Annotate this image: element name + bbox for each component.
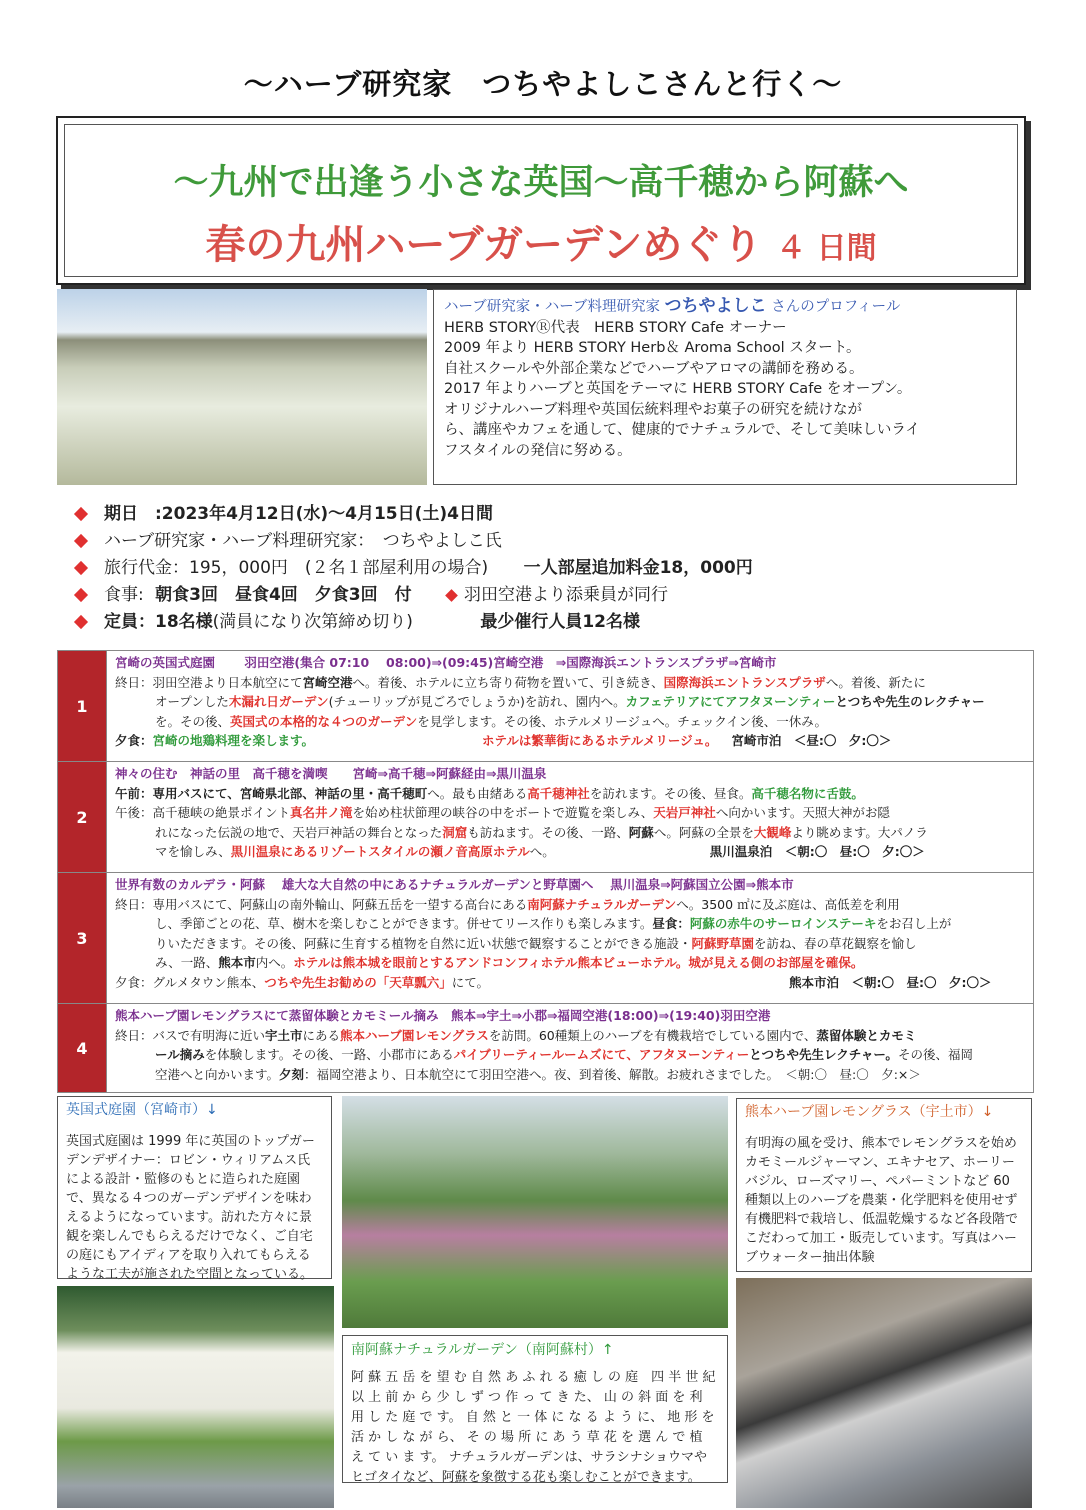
profile-line: 2017 年よりハーブと英国をテーマに HERB STORY Cafe をオープン。 — [444, 381, 912, 397]
info-capacity-row — [72, 609, 753, 636]
day-number: 1 — [58, 651, 107, 762]
highlight: つちや先生お勧めの「天草瓢六」 — [264, 974, 452, 990]
text: にある — [302, 1027, 341, 1043]
info-price-row — [72, 555, 753, 582]
text: 終日：専用バスにて、阿蘇山の南外輪山、阿蘇五岳を一望する高台にある — [115, 896, 528, 912]
day-text-line — [115, 1026, 1027, 1046]
highlight: 高千穂神社 — [527, 785, 590, 801]
text: ：福岡空港より、日本航空にて羽田空港へ。夜、到着後、解散。お疲れさまでした。 ＜朝:〇 昼:〇 夕:×＞ — [304, 1066, 921, 1082]
text: 夕刻 — [279, 1066, 305, 1082]
text: 熊本市泊 ＜朝:〇 昼:〇 夕:〇＞ — [789, 974, 992, 990]
text: へ。着後、ホテルに立ち寄り荷物を置いて、引き続き、 — [352, 674, 664, 690]
highlight: 大観峰 — [753, 824, 792, 840]
title-subtitle: 〜九州で出逢う小さな英国〜高千穂から阿蘇へ — [173, 163, 909, 203]
diamond-bullet-icon — [74, 615, 88, 629]
highlight: 阿蘇の赤牛のサーロインステーキ — [689, 916, 877, 931]
text: み、一路、 — [155, 955, 219, 970]
highlight: 阿蘇野草園 — [691, 935, 755, 951]
day-heading: 世界有数のカルデラ・阿蘇 雄大な大自然の中にあるナチュラルガーデンと野草園へ 黒川温泉⇒阿蘇国立公園⇒熊本市 — [115, 877, 794, 892]
text: より眺めます。大パノラ — [791, 824, 928, 840]
profile-heading — [444, 296, 1006, 318]
text: を見学します。その後、ホテルメリージュへ。チェックイン後、一休み。 — [417, 713, 828, 729]
text: へ。 — [529, 844, 555, 859]
highlight: ホテルは繁華街にあるホテルメリージュ。 — [482, 733, 718, 748]
info-meals-label: 食事: — [104, 585, 144, 605]
text: 宮崎市泊 ＜昼:〇 夕:〇＞ — [731, 733, 892, 748]
day-text-line — [115, 692, 1027, 712]
text: オープンした — [155, 694, 229, 709]
text: へ。3500 ㎡に及ぶ庭は、高低差を利用 — [676, 896, 900, 912]
highlight: 天岩戸神社 — [653, 805, 716, 820]
itinerary-day-row — [58, 651, 1034, 762]
profile-name-suffix: さんのプロフィール — [771, 299, 901, 315]
diamond-bullet-icon — [74, 588, 88, 602]
day-body — [107, 1004, 1034, 1093]
day-text-line — [115, 934, 1027, 954]
day-text-line — [115, 1045, 1027, 1065]
info-capacity-note: (満員になり次第締め切り) — [212, 612, 413, 632]
day-body — [107, 873, 1034, 1004]
text: 高千穂町 — [377, 785, 428, 801]
diamond-bullet-icon — [74, 534, 88, 548]
highlight: 南阿蘇ナチュラルガーデン — [527, 896, 677, 912]
profile-line: HERB STORYⓇ代表 HERB STORY Cafe オーナー — [444, 319, 787, 336]
text: 空港へと向かいます。 — [155, 1066, 280, 1082]
text: (チューリップが見ごろでしょうか)を訪れ、園内へ。 — [328, 694, 626, 709]
highlight: 洞窟 — [442, 824, 468, 840]
day-text-line — [115, 842, 1027, 862]
text: を体験します。その後、一路、小郡市にある — [204, 1047, 454, 1062]
title-box — [56, 116, 1026, 285]
profile-line: 自社スクールや外部企業などでハーブやアロマの講師を務める。 — [444, 360, 864, 377]
profile-line: 2009 年より HERB STORY Herb＆ Aroma School スタート。 — [444, 340, 861, 356]
text: れになった伝説の地で、天岩戸神話の舞台となった — [155, 824, 443, 840]
day-heading: 熊本ハーブ園レモングラスにて蒸留体験とカモミール摘み 熊本⇒宇土⇒小郡⇒福岡空港(18:00)⇒(19:40)羽田空港 — [115, 1008, 771, 1023]
itinerary-day-row — [58, 762, 1034, 873]
text: 午後：高千穂峡の絶景ポイント — [115, 805, 291, 820]
text: 終日：バスで有明海に近い — [115, 1027, 266, 1043]
miyazaki-garden-box — [57, 1096, 332, 1282]
day-text-line — [115, 973, 1027, 993]
text: 内へ。 — [255, 955, 294, 970]
diamond-bullet-icon — [74, 507, 88, 521]
text: 夕食： — [115, 733, 153, 748]
itinerary-table — [57, 650, 1034, 1093]
text: 終日：羽田空港より日本航空にて — [115, 674, 303, 690]
text: とつちや先生のレクチャー — [835, 694, 985, 709]
highlight: 宮崎の地鶏料理を楽します。 — [152, 733, 315, 748]
text: を訪ね、春の草花観察を愉し — [754, 935, 917, 951]
info-guide: ハーブ研究家・ハーブ料理研究家： つちやよしこ氏 — [104, 531, 502, 551]
profile-box — [433, 289, 1017, 485]
text: へ。最も由緒ある — [427, 785, 528, 801]
text: 昼食： — [652, 916, 690, 931]
info-single-supplement: 一人部屋追加料金18，000円 — [523, 558, 753, 578]
text: を始め柱状節理の峡谷の中をボートで遊覧を楽しみ、 — [352, 805, 654, 820]
highlight: カフェテリアにてアフタヌーンティー — [625, 694, 836, 709]
top-title: 〜ハーブ研究家 つちやよしこさんと行く〜 — [243, 67, 843, 101]
highlight: 木漏れ日ガーデン — [228, 694, 329, 709]
day-text-line — [115, 953, 1027, 973]
herb-water-still-photo — [736, 1278, 1032, 1508]
text: を訪れます。その後、昼食。 — [589, 785, 752, 801]
info-period-row — [72, 501, 753, 528]
day-heading: 宮崎の英国式庭園 羽田空港(集合 07:10 08:00)⇒(09:45)宮崎空港 ⇒国際海浜エントランスプラザ⇒宮崎市 — [115, 655, 777, 670]
minamiaso-garden-box — [342, 1335, 728, 1483]
diamond-bullet-icon — [74, 561, 88, 575]
highlight: 熊本ハーブ園レモングラス — [340, 1027, 489, 1043]
profile-role: ハーブ研究家・ハーブ料理研究家 — [444, 299, 661, 315]
text: とつちや先生レクチャー。 — [749, 1047, 898, 1062]
text: 夕食：グルメタウン熊本、 — [115, 974, 265, 990]
day-text-line — [115, 712, 1027, 732]
profile-line: ら、講座やカフェを通して、健康的でナチュラルで、そして美味しいライ — [444, 422, 920, 438]
text: へ。着後、新たに — [825, 674, 926, 690]
highlight: 国際海浜エントランスプラザ — [663, 674, 826, 690]
title-days: ４ 日間 — [776, 231, 877, 266]
kumamoto-box-body: 有明海の風を受け、熊本でレモングラスを始めカモミールジャーマン、エキナセア、ホーリーバジル、ローズマリー、ペパーミントなど 60 種類以上のハーブを農薬・化学肥料を使用せず有機肥料で栽培し、低温乾燥するなど各段階でこだわって加工・販売しています。写真はハーブウォーター抽出体験 — [745, 1136, 1019, 1265]
day-number: 2 — [58, 762, 107, 873]
miyazaki-box-body: 英国式庭園は 1999 年に英国のトップガーデンデザイナー：ロビン・ウィリアムス氏による設計・監修のもとに造られた庭園で、異なる４つのガーデンデザインを味わえるようになっています。訪れた方々に景観を楽しんでもらえるだけでなく、ご自宅の庭にもアイディアを取り入れてもらえるような工夫が施された空間となっている。 — [66, 1134, 315, 1282]
text: ール摘み — [155, 1047, 205, 1062]
text: マを愉しみ、 — [155, 844, 231, 859]
day-text-line — [115, 1065, 1027, 1085]
text: 蒸留体験とカモミ — [816, 1027, 917, 1043]
info-minimum: 最少催行人員12名様 — [480, 612, 641, 632]
itinerary-day-row — [58, 873, 1034, 1004]
day-text-line — [115, 673, 1027, 693]
info-meals: 朝食3回 昼食4回 夕食3回 付 — [155, 585, 412, 605]
info-capacity: 定員：18名様 — [104, 612, 213, 632]
text: をお召し上が — [876, 916, 952, 931]
profile-name: つちやよしこ — [664, 296, 767, 316]
text: 阿蘇 — [628, 824, 654, 840]
highlight: 真名井ノ滝 — [290, 805, 353, 820]
day-number: 3 — [58, 873, 107, 1004]
text: も訪ねます。その後、一路、 — [467, 824, 629, 840]
info-meals-row — [72, 582, 753, 609]
day-text-line — [115, 803, 1027, 823]
info-guide-row — [72, 528, 753, 555]
kumamoto-herb-box — [736, 1098, 1032, 1272]
highlight: 黒川温泉にあるリゾートスタイルの瀬ノ音高原ホテル — [230, 844, 530, 859]
day-text-line — [115, 823, 1027, 843]
info-period: 期日 :2023年4月12日(水)〜4月15日(土)4日間 — [104, 504, 493, 524]
profile-line: フスタイルの発信に努める。 — [444, 442, 632, 459]
day-text-line — [115, 784, 1027, 804]
text: を訪問。60種類上のハーブを有機栽培でしている園内で、 — [488, 1027, 817, 1043]
kumamoto-box-title: 熊本ハーブ園レモングラス（宇土市）↓ — [745, 1104, 994, 1120]
natural-garden-photo — [342, 1096, 728, 1328]
info-escort: 羽田空港より添乗員が同行 — [464, 585, 669, 605]
day-body — [107, 762, 1034, 873]
day-text-line — [115, 895, 1027, 915]
text: 午前：専用バスにて、宮崎県北部、神話の里・ — [115, 785, 378, 801]
tour-info-list — [72, 501, 753, 636]
diamond-bullet-icon — [445, 589, 458, 602]
text: を。その後、 — [155, 713, 231, 729]
highlight: 高千穂名物に舌鼓。 — [751, 785, 864, 801]
chamomile-field-photo — [57, 289, 427, 485]
itinerary-day-row — [58, 1004, 1034, 1093]
profile-line: オリジナルハーブ料理や英国伝統料理やお菓子の研究を続けなが — [444, 401, 863, 418]
minamiaso-box-title: 南阿蘇ナチュラルガーデン（南阿蘇村）↑ — [351, 1342, 614, 1358]
text: その後、福岡 — [897, 1047, 973, 1062]
text: 熊本市 — [218, 955, 256, 970]
highlight: 英国式の本格的な４つのガーデン — [230, 713, 418, 729]
highlight: パイブリーティールームズにて、アフタヌーンティー — [453, 1047, 750, 1062]
title-inner-frame — [64, 124, 1018, 277]
day-body — [107, 651, 1034, 762]
minamiaso-box-body: 阿 蘇 五 岳 を 望 む 自 然 あ ふ れ る 癒 し の 庭 四 半 世 紀 以 上 前 か ら 少 し ず つ 作 っ て き た、 山 の 斜 面 を 利 用 し た 庭 で す。 自 然 と 一 体 に な る よ う に、 地 形 を 活 か し な が ら、 そ の 場 所 に あ う 草 花 を 選 ん で 植 え て い ま す。 ナチュラルガーデンは、サラシナショウマやヒゴタイなど、阿蘇を象徴する花も楽しむことができます。 — [351, 1370, 716, 1485]
text: りいただきます。その後、阿蘇に生育する植物を自然に近い状態で観察することができる施設・ — [155, 935, 692, 951]
text: し、季節ごとの花、草、樹木を楽しむことができます。併せてリース作りも楽しみます。 — [155, 916, 653, 931]
day-text-line — [115, 914, 1027, 934]
miyazaki-box-title: 英国式庭園（宮崎市）↓ — [66, 1102, 218, 1118]
title-main — [65, 213, 1017, 270]
english-house-photo — [57, 1286, 334, 1508]
highlight: ホテルは熊本城を眼前とするアンドコンフィホテル熊本ビューホテル。城が見える側のお部屋を確保。 — [293, 955, 864, 970]
title-main-text: 春の九州ハーブガーデンめぐり — [205, 222, 763, 268]
info-price: 旅行代金：195，000円 (２名１部屋利用の場合) — [104, 558, 489, 578]
text: 黒川温泉泊 ＜朝:〇 昼:〇 夕:〇＞ — [709, 844, 925, 859]
day-text-line — [115, 731, 1027, 751]
day-heading: 神々の住む 神話の里 高千穂を満喫 宮崎⇒高千穂⇒阿蘇経由⇒黒川温泉 — [115, 766, 547, 781]
text: へ。阿蘇の全景を — [653, 824, 754, 840]
text: にて。 — [451, 974, 490, 990]
text: 宇土市 — [265, 1027, 303, 1043]
text: へ向かいます。天照大神がお隠 — [715, 805, 890, 820]
text: 宮崎空港 — [302, 674, 353, 690]
day-number: 4 — [58, 1004, 107, 1093]
